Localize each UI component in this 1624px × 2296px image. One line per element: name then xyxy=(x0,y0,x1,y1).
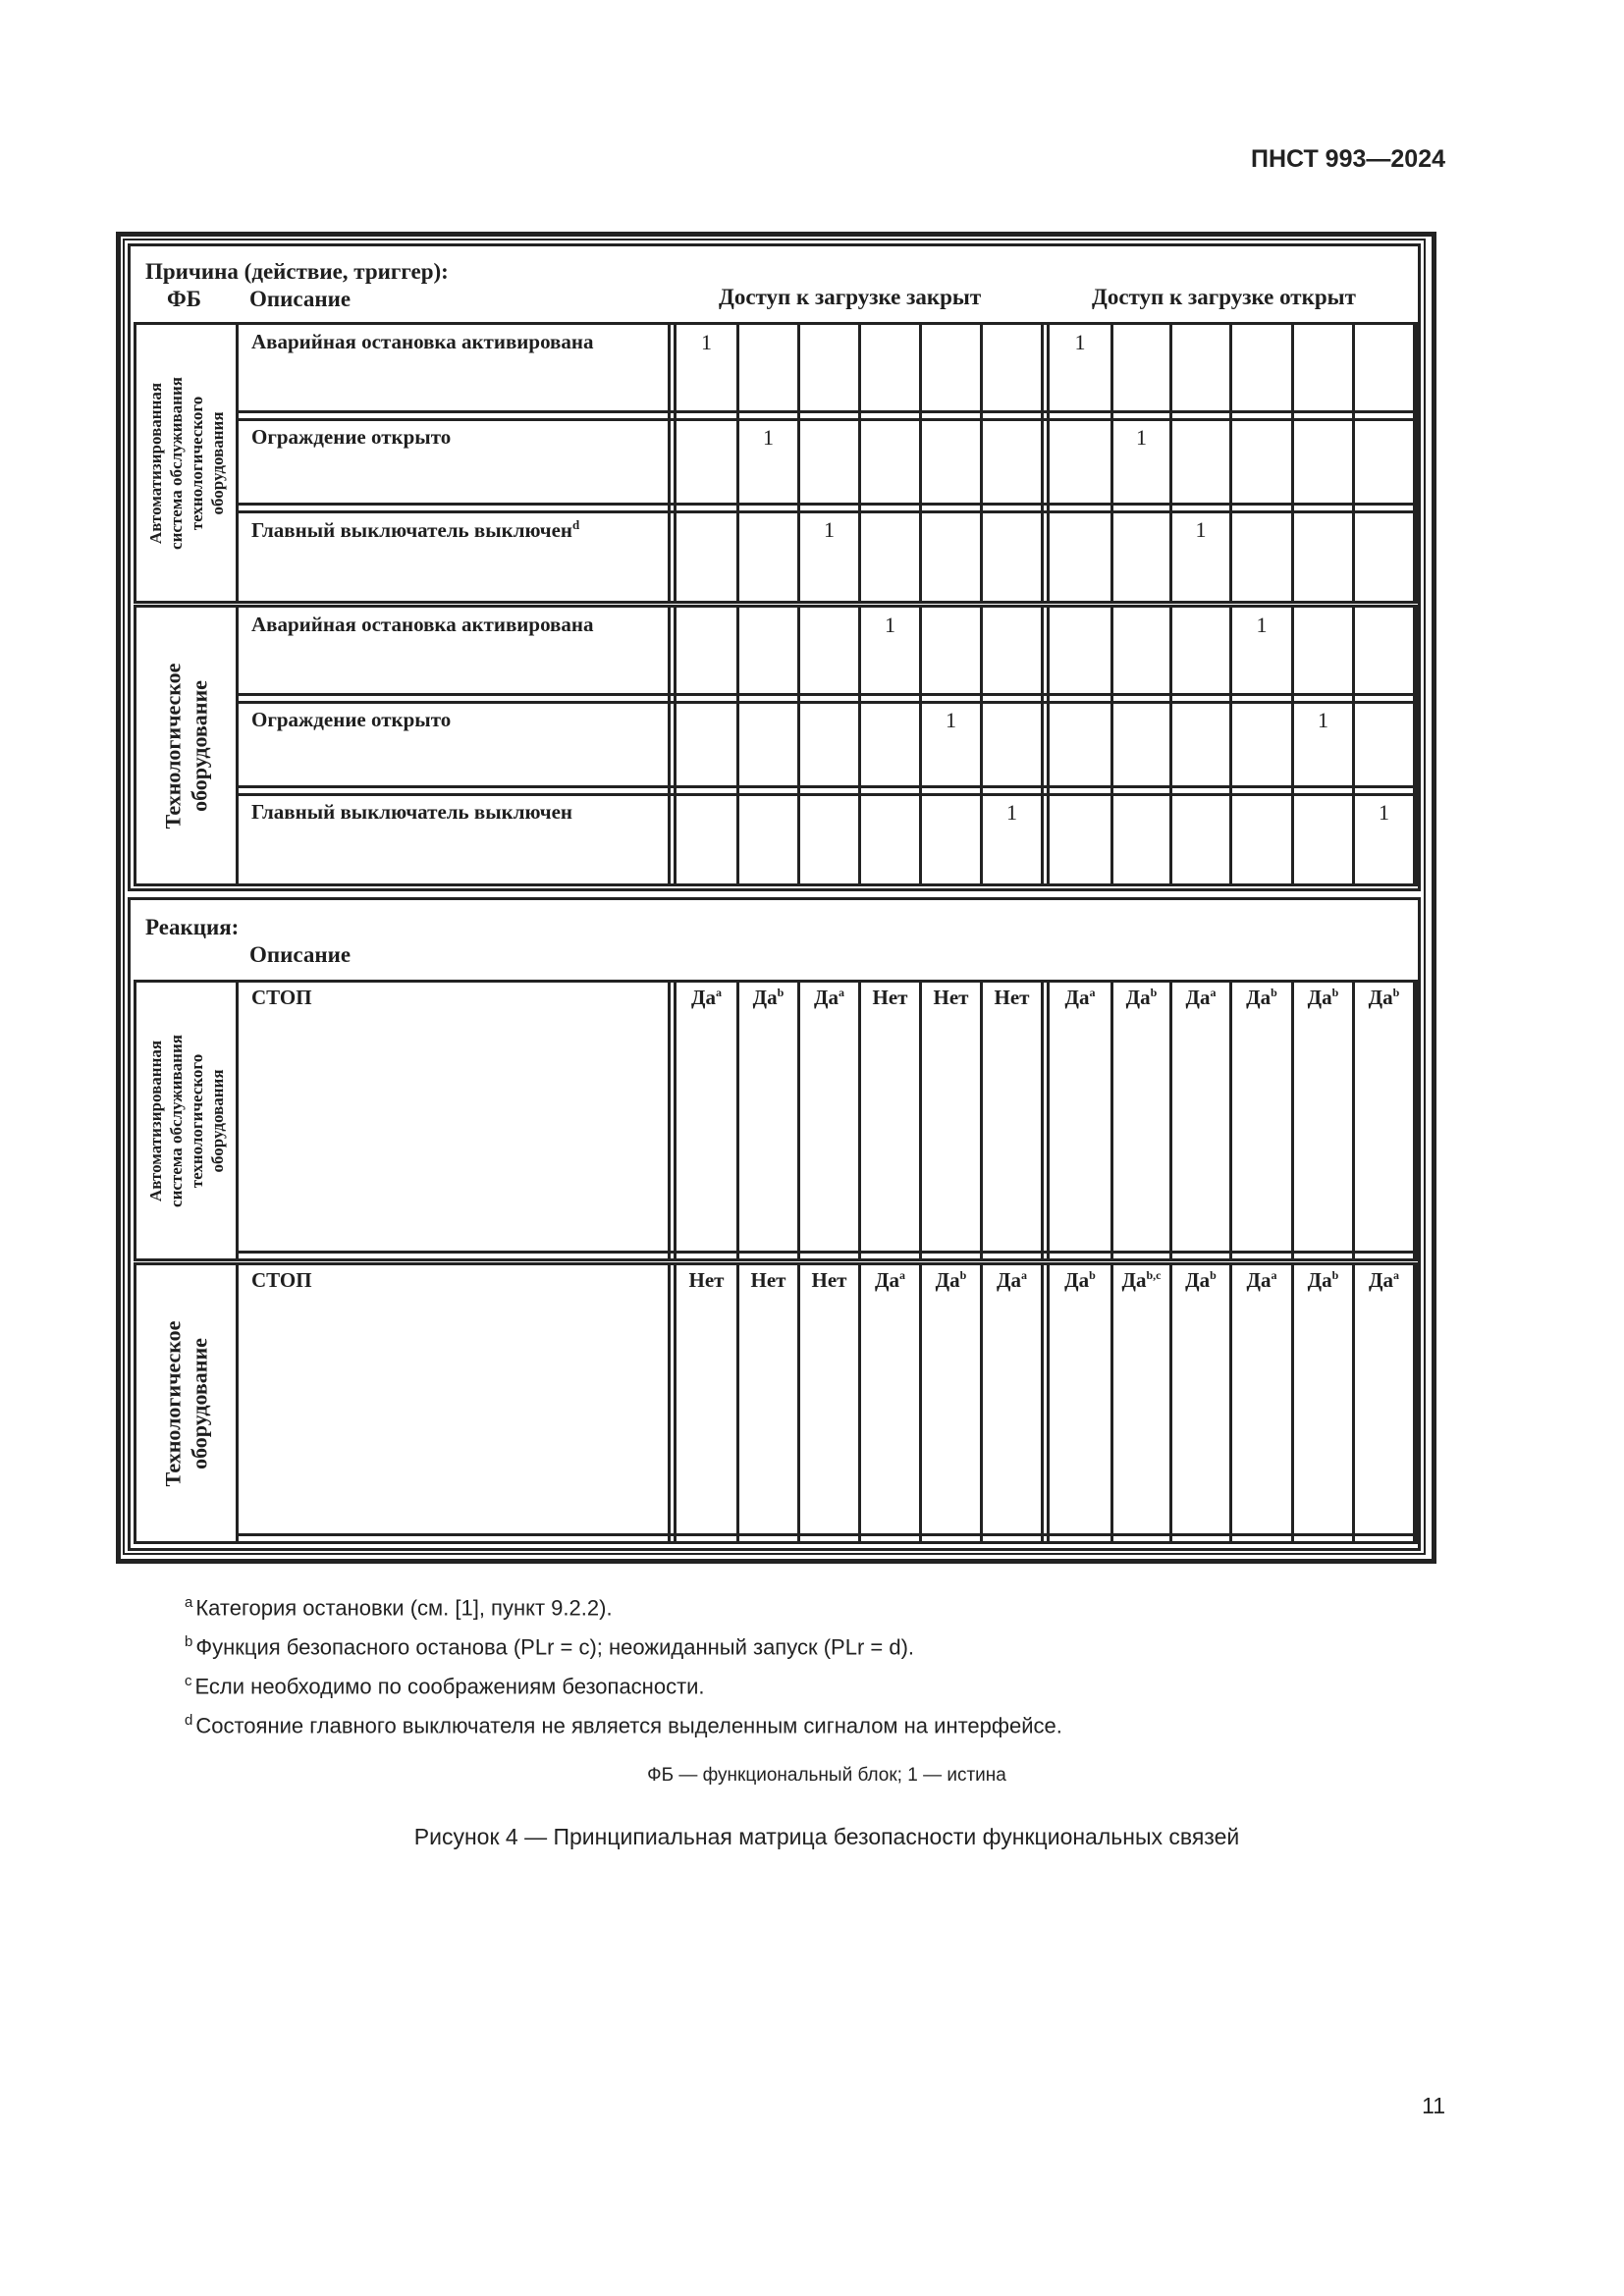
grid-vline xyxy=(236,1262,239,1544)
description-text: Аварийная остановка активирована xyxy=(251,330,594,353)
grid-vline xyxy=(858,1262,861,1544)
grid-vline xyxy=(1110,980,1113,1261)
matrix-cell-value: 1 xyxy=(946,708,956,732)
footnote-ref: a xyxy=(1271,1268,1277,1282)
grid-vline xyxy=(797,322,800,604)
reaction-text: Да xyxy=(1185,1268,1211,1292)
reaction-text: Да xyxy=(875,1268,899,1292)
fb-label-line: система обслуживания xyxy=(166,1034,186,1207)
grid-vline xyxy=(980,1262,983,1544)
description-text: Главный выключатель выключен xyxy=(251,800,573,824)
reaction-cell-value xyxy=(1355,986,1413,1010)
grid-vline xyxy=(668,605,671,886)
grid-vline xyxy=(919,1262,922,1544)
grid-vline xyxy=(1229,1262,1232,1544)
grid-vline xyxy=(668,1262,671,1544)
reaction-text: Да xyxy=(1246,986,1272,1009)
grid-vline xyxy=(1110,322,1113,604)
matrix-cell-value: 1 xyxy=(1318,708,1328,732)
fb-label-line: Автоматизированная xyxy=(145,382,165,544)
reaction-text: Нет xyxy=(872,986,908,1009)
footnote-ref: d xyxy=(572,517,580,532)
grid-vline xyxy=(1041,322,1044,604)
grid-vline xyxy=(858,322,861,604)
grid-vline xyxy=(1229,980,1232,1261)
reaction-cell-value xyxy=(1232,986,1291,1010)
reaction-cell-value xyxy=(1172,986,1229,1010)
reaction-text: Нет xyxy=(933,986,969,1009)
footnote-ref: a xyxy=(1210,986,1217,999)
reaction-text: Да xyxy=(752,986,778,1009)
reaction-text: Да xyxy=(1185,986,1211,1009)
fb-label-line: система обслуживания xyxy=(166,376,186,550)
reaction-text: Нет xyxy=(811,1268,847,1292)
group-header-open: Доступ к загрузке открыт xyxy=(1092,285,1356,309)
footnote-ref: a xyxy=(1089,986,1096,999)
reaction-text: Да xyxy=(1368,986,1393,1009)
grid-vline xyxy=(674,322,677,604)
fb-label-text xyxy=(145,377,228,550)
matrix-cell-value: 1 xyxy=(1256,613,1268,637)
reaction-text: Нет xyxy=(688,1268,725,1292)
grid-vline xyxy=(1169,322,1172,604)
grid-vline xyxy=(236,322,239,604)
grid-hline xyxy=(236,418,1416,421)
reaction-text: Да xyxy=(1369,1268,1393,1292)
grid-vline xyxy=(236,980,239,1261)
cause-title: Причина (действие, триггер): xyxy=(145,259,449,284)
page-number: 11 xyxy=(1422,2093,1445,2118)
footnote-ref: b,c xyxy=(1146,1268,1162,1282)
matrix-cell-value: 1 xyxy=(1006,800,1017,825)
grid-vline xyxy=(919,980,922,1261)
reaction-row-description: СТОП xyxy=(251,986,312,1009)
fb-header: ФБ xyxy=(167,287,201,311)
reaction-cell-value xyxy=(739,986,797,1010)
reaction-text: Да xyxy=(691,986,716,1009)
grid-hline xyxy=(236,793,1416,796)
grid-hline xyxy=(134,980,1416,983)
grid-vline xyxy=(1041,980,1044,1261)
fb-label-line: оборудование xyxy=(187,1337,212,1469)
reaction-cell-value xyxy=(922,1268,980,1293)
cause-row-description xyxy=(251,330,594,354)
grid-vline xyxy=(1041,605,1044,886)
reaction-text: Да xyxy=(1125,986,1151,1009)
grid-vline xyxy=(1291,1262,1294,1544)
footnote-ref: b xyxy=(1331,986,1339,999)
reaction-cell-value xyxy=(1294,1268,1352,1293)
matrix-cell-value: 1 xyxy=(763,425,774,450)
grid-vline xyxy=(797,605,800,886)
fb-label-line: Технологическое xyxy=(160,1320,186,1486)
grid-vline xyxy=(1291,980,1294,1261)
grid-vline xyxy=(1229,322,1232,604)
reaction-cell-value xyxy=(1232,1268,1291,1293)
cause-row-description xyxy=(251,613,594,637)
grid-vline xyxy=(858,980,861,1261)
grid-hline xyxy=(236,785,1416,788)
description-header: Описание xyxy=(249,287,352,311)
reaction-cell-value xyxy=(739,1268,797,1293)
reaction-cell-value xyxy=(861,986,919,1010)
grid-hline xyxy=(236,510,1416,513)
grid-vline xyxy=(980,980,983,1261)
fb-label-line: технологического xyxy=(187,1053,206,1188)
grid-vline xyxy=(1047,322,1050,604)
reaction-cell-value xyxy=(1113,986,1169,1010)
grid-vline xyxy=(736,1262,739,1544)
reaction-text: Да xyxy=(1064,986,1090,1009)
grid-hline xyxy=(134,1262,1416,1265)
fb-label-line: оборудования xyxy=(207,1068,227,1173)
reaction-text: Да xyxy=(935,1268,960,1292)
fb-label-text xyxy=(145,1035,228,1207)
figure-caption: Рисунок 4 — Принципиальная матрица безопасности функциональных связей xyxy=(413,1824,1240,1849)
footnote-ref: b xyxy=(959,1268,967,1282)
grid-hline xyxy=(236,701,1416,704)
grid-hline xyxy=(236,410,1416,413)
description-text: Главный выключатель выключен xyxy=(251,518,573,542)
footnote-ref: b xyxy=(1331,1268,1339,1282)
reaction-cell-value xyxy=(922,986,980,1010)
grid-vline xyxy=(1169,980,1172,1261)
fb-label-line: технологического xyxy=(187,396,206,530)
reaction-cell-value xyxy=(983,986,1041,1010)
grid-hline xyxy=(134,322,1416,325)
reaction-text: Да xyxy=(1064,1268,1090,1292)
description-text: Ограждение открыто xyxy=(251,425,452,449)
grid-vline xyxy=(1229,605,1232,886)
grid-vline xyxy=(236,605,239,886)
footnote-ref: b xyxy=(1392,986,1400,999)
footnote-ref: b xyxy=(777,986,785,999)
reaction-cell-value xyxy=(800,986,858,1010)
footnote-ref: b xyxy=(1210,1268,1217,1282)
grid-vline xyxy=(858,605,861,886)
reaction-row-description: СТОП xyxy=(251,1268,312,1292)
footnote-b: $^b$ Функция безопасного останова (PLr = c); неожиданный запуск (PLr = d). xyxy=(185,1633,915,1660)
grid-vline xyxy=(674,1262,677,1544)
grid-hline xyxy=(134,605,1416,608)
grid-vline xyxy=(1110,605,1113,886)
grid-vline xyxy=(797,1262,800,1544)
reaction-cell-value xyxy=(1355,1268,1413,1293)
reaction-text: Нет xyxy=(750,1268,786,1292)
grid-vline xyxy=(919,605,922,886)
grid-vline xyxy=(1416,322,1419,604)
matrix-cell-value: 1 xyxy=(885,613,895,637)
fb-label-line: оборудование xyxy=(187,679,212,812)
grid-vline xyxy=(1047,980,1050,1261)
footnote-ref: a xyxy=(715,986,722,999)
description-text: Ограждение открыто xyxy=(251,708,452,731)
fb-label-line: оборудования xyxy=(207,410,227,515)
footnote-ref: a xyxy=(1020,1268,1027,1282)
reaction-text: Да xyxy=(1121,1268,1147,1292)
footnote-ref: a xyxy=(838,986,844,999)
description-text: Аварийная остановка активирована xyxy=(251,613,594,636)
grid-vline xyxy=(736,605,739,886)
fb-label-line: Технологическое xyxy=(160,663,186,828)
footnote-c: $^c$ Если необходимо по соображениям безопасности. xyxy=(185,1673,705,1699)
grid-vline xyxy=(1352,322,1355,604)
grid-hline xyxy=(236,503,1416,506)
grid-vline xyxy=(736,322,739,604)
reaction-cell-value xyxy=(1294,986,1352,1010)
reaction-text: Да xyxy=(1246,1268,1272,1292)
grid-vline xyxy=(674,980,677,1261)
footnote-ref: a xyxy=(898,1268,905,1282)
matrix-cell-value: 1 xyxy=(701,330,712,354)
reaction-cell-value xyxy=(1050,986,1110,1010)
fb-label xyxy=(136,608,236,883)
cause-row-description xyxy=(251,800,572,825)
reaction-text: Да xyxy=(1307,986,1332,1009)
reaction-cell-value xyxy=(983,1268,1041,1293)
grid-hline xyxy=(236,1533,1416,1536)
grid-vline xyxy=(1110,1262,1113,1544)
grid-vline xyxy=(1291,605,1294,886)
grid-vline xyxy=(919,322,922,604)
reaction-cell-value xyxy=(677,1268,736,1293)
grid-hline xyxy=(134,883,1416,886)
fb-label-text xyxy=(160,663,213,828)
grid-vline xyxy=(1169,1262,1172,1544)
matrix-cell-value: 1 xyxy=(1074,330,1086,354)
grid-hline xyxy=(134,601,1416,604)
grid-vline xyxy=(797,980,800,1261)
reaction-cell-value xyxy=(1113,1268,1169,1293)
grid-vline xyxy=(1416,1262,1419,1544)
reaction-title: Реакция: xyxy=(145,915,240,939)
reaction-text: Да xyxy=(1307,1268,1332,1292)
reaction-cell-value xyxy=(1050,1268,1110,1293)
grid-vline xyxy=(736,980,739,1261)
grid-vline xyxy=(1352,980,1355,1261)
footnote-ref: b xyxy=(1150,986,1158,999)
fb-label-text xyxy=(160,1320,213,1486)
fb-label-line: Автоматизированная xyxy=(145,1040,165,1201)
grid-vline xyxy=(980,605,983,886)
matrix-cell-value: 1 xyxy=(1379,800,1389,825)
grid-vline xyxy=(1416,980,1419,1261)
reaction-description-header: Описание xyxy=(249,942,352,967)
reaction-cell-value xyxy=(1172,1268,1229,1293)
fb-label xyxy=(136,1265,236,1541)
reaction-text: Да xyxy=(814,986,839,1009)
fb-label xyxy=(136,983,236,1258)
grid-hline xyxy=(236,693,1416,696)
footnote-ref: a xyxy=(1392,1268,1399,1282)
grid-vline xyxy=(1047,605,1050,886)
group-header-closed: Доступ к загрузке закрыт xyxy=(719,285,982,309)
cause-row-description xyxy=(251,517,579,543)
reaction-text: Да xyxy=(997,1268,1021,1292)
fb-label xyxy=(136,325,236,601)
footnote-ref: b xyxy=(1089,1268,1096,1282)
grid-vline xyxy=(1291,322,1294,604)
grid-hline xyxy=(134,1258,1416,1261)
cause-row-description xyxy=(251,425,451,450)
grid-vline xyxy=(668,322,671,604)
grid-vline xyxy=(674,605,677,886)
matrix-cell-value: 1 xyxy=(1136,425,1147,450)
footnote-ref: b xyxy=(1271,986,1277,999)
grid-vline xyxy=(1352,605,1355,886)
reaction-text: Нет xyxy=(994,986,1030,1009)
grid-vline xyxy=(1416,605,1419,886)
reaction-cell-value xyxy=(677,986,736,1010)
grid-vline xyxy=(1169,605,1172,886)
grid-hline xyxy=(134,1541,1416,1544)
cause-row-description xyxy=(251,708,451,732)
legend: ФБ — функциональный блок; 1 — истина xyxy=(647,1765,1006,1786)
grid-vline xyxy=(1047,1262,1050,1544)
doc-code: ПНСТ 993—2024 xyxy=(1251,145,1445,173)
grid-hline xyxy=(236,1251,1416,1254)
grid-vline xyxy=(980,322,983,604)
footnote-d: $^d$ Состояние главного выключателя не является выделенным сигналом на интерфейсе. xyxy=(185,1712,1062,1738)
matrix-cell-value: 1 xyxy=(824,517,835,542)
footnote-a: $^a$ Категория остановки (см. [1], пункт 9.2.2). xyxy=(185,1594,613,1621)
grid-vline xyxy=(1352,1262,1355,1544)
reaction-cell-value xyxy=(861,1268,919,1293)
grid-vline xyxy=(668,980,671,1261)
grid-vline xyxy=(1041,1262,1044,1544)
reaction-cell-value xyxy=(800,1268,858,1293)
matrix-cell-value: 1 xyxy=(1195,517,1207,542)
